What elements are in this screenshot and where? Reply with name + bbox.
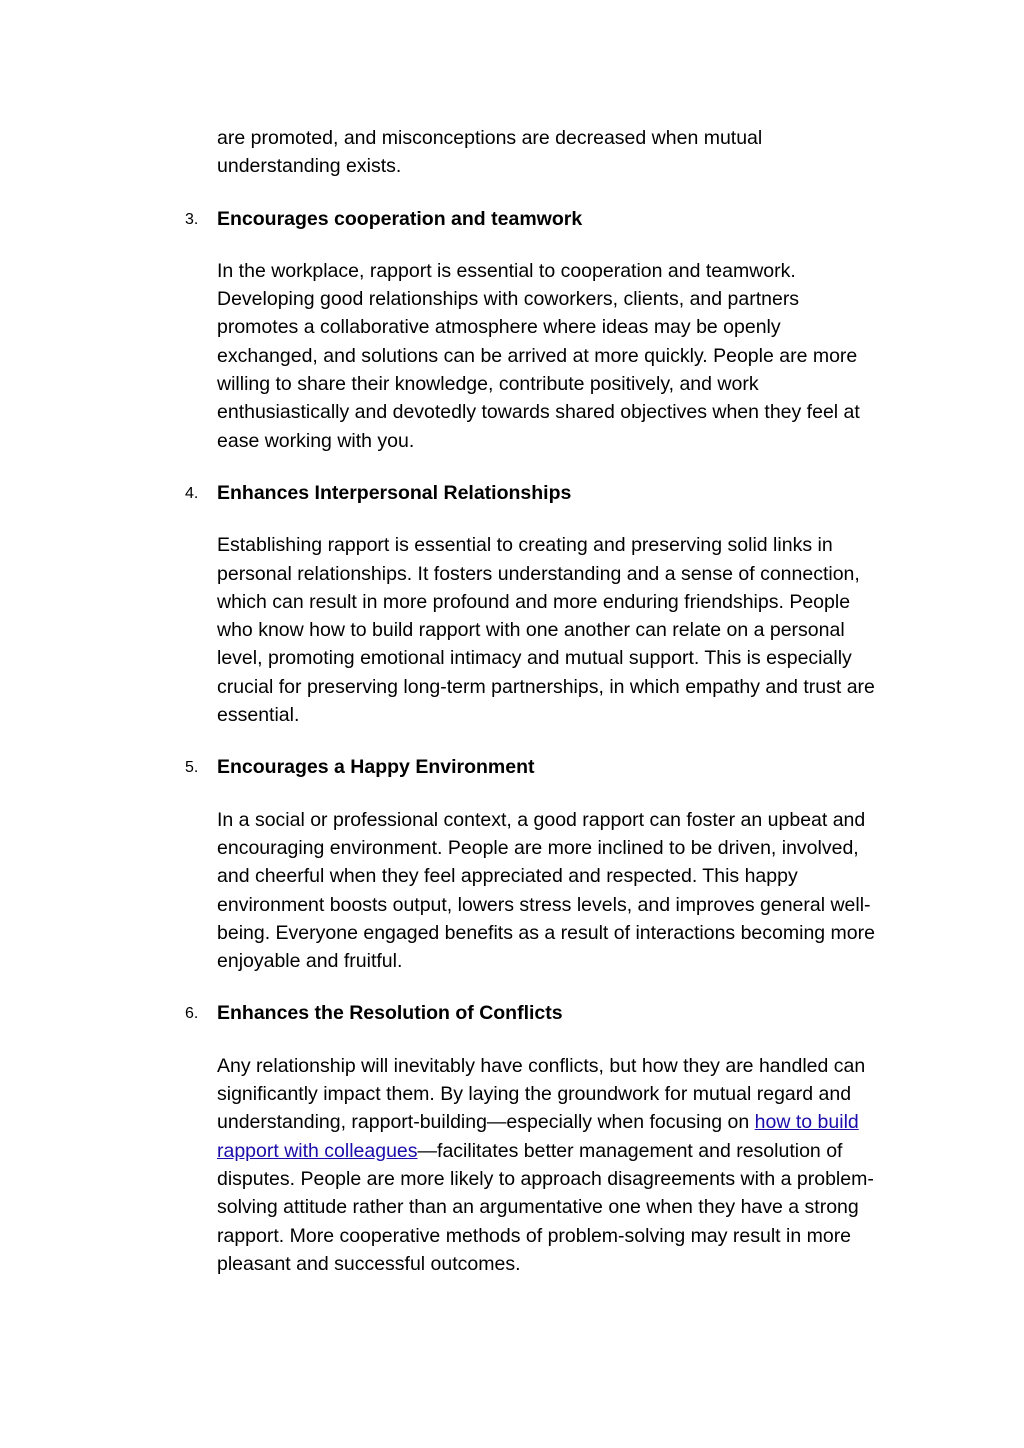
list-item [185,205,877,455]
list-item [185,753,877,975]
item-body-text: —facilitates better management and resolution of disputes. People are more likely to approach disagreements with a problem-solving attitude rather than an argumentative one when they have a strong rapport. More cooperative methods of problem-solving may result in more pleasant and successful outcomes. [217,1139,874,1275]
item-heading [185,479,877,507]
item-number: 4. [185,484,199,502]
item-heading-text: Encourages a Happy Environment [217,756,535,779]
item-number: 5. [185,759,199,777]
list-item [185,999,877,1278]
item-heading [185,753,877,781]
item-body: In the workplace, rapport is essential to cooperation and teamwork. Developing good relationships with coworkers, clients, and partners promotes a collaborative atmosphere where ideas may be openly exchanged, and solutions can be arrived at more quickly. People are more willing to share their knowledge, contribute positively, and work enthusiastically and devotedly towards shared objectives when they feel at ease working with you. [217,259,860,452]
item-number: 3. [185,210,199,228]
item-body: Establishing rapport is essential to creating and preserving solid links in personal relationships. It fosters understanding and a sense of connection, which can result in more profound and more enduring friendships. People who know how to build rapport with one another can relate on a personal level, promoting emotional intimacy and mutual support. This is especially crucial for preserving long-term partnerships, in which empathy and trust are essential. [217,534,875,727]
colleagues-rapport-link[interactable]: how to build rapport with colleagues [217,1111,859,1162]
item-heading [185,999,877,1027]
item-heading [185,205,877,233]
intro-paragraph: are promoted, and misconceptions are decreased when mutual understanding exists. [217,127,763,178]
list-item [185,479,877,729]
document-content [185,124,877,1302]
item-body: In a social or professional context, a good rapport can foster an upbeat and encouraging environment. People are more inclined to be driven, involved, and cheerful when they feel appreciated and respected. This happy environment boosts output, lowers stress levels, and improves general well-being. Everyone engaged benefits as a result of interactions becoming more enjoyable and fruitful. [217,808,875,973]
item-heading-text: Encourages cooperation and teamwork [217,207,583,230]
item-heading-text: Enhances the Resolution of Conflicts [217,1002,563,1025]
item-heading-text: Enhances Interpersonal Relationships [217,481,572,504]
item-body [217,1052,877,1278]
item-body-text: Any relationship will inevitably have conflicts, but how they are handled can significantly impact them. By laying the groundwork for mutual regard and understanding, rapport-building—especially when focusing on [217,1054,866,1134]
item-number: 6. [185,1005,199,1023]
